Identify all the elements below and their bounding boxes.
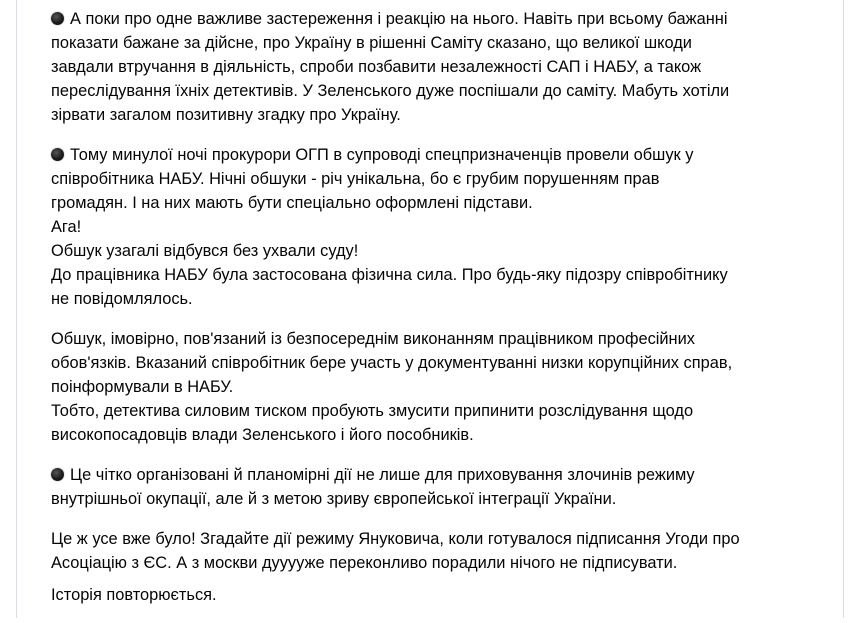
post-paragraph: Це ж усе вже було! Згадайте дії режиму Януковича, коли готувалося підписання Угоди про Асоціацію з ЄС. А з москви дууууже переконливо порадили нічого не підписувати. bbox=[51, 530, 740, 572]
black-circle-icon bbox=[51, 468, 64, 481]
post-paragraph: Обшук, імовірно, пов'язаний із безпосереднім виконанням працівником професійних обов'язків. Вказаний співробітник бере участь у документуванні низки корупційних справ, поінформували в НАБУ. Тобто, детектива силовим тиском пробують змусити припинити розслідування щодо високопосадовців влади Зеленського і його пособників. bbox=[51, 330, 733, 444]
post-body bbox=[51, 7, 850, 623]
black-circle-icon bbox=[51, 148, 64, 161]
post-paragraph: Це чітко організовані й планомірні дії не лише для приховування злочинів режиму внутрішньої окупації, але й з метою зриву європейської інтеграції України. bbox=[51, 466, 695, 508]
black-circle-icon bbox=[51, 12, 64, 25]
post-paragraph: Історія повторюється. bbox=[51, 586, 217, 604]
post-paragraph: А поки про одне важливе застереження і реакцію на нього. Навіть при всьому бажанні показати бажане за дійсне, про Україну в рішенні Саміту сказано, що великої шкоди завдали втручання в діяльність, спроби позбавити незалежності САП і НАБУ, а також переслідування їхніх детективів. У Зеленського дуже поспішали до саміту. Мабуть хотіли зірвати загалом позитивну згадку про Україну. bbox=[51, 10, 730, 124]
post-card bbox=[16, 0, 844, 618]
post-paragraph: Тому минулої ночі прокурори ОГП в супроводі спецпризначенців провели обшук у співробітника НАБУ. Нічні обшуки - річ унікальна, бо є грубим порушенням прав громадян. І на них мають бути спеціально оформлені підстави. Ага! Обшук узагалі відбувся без ухвали суду! До працівника НАБУ була застосована фізична сила. Про будь-яку підозру співробітнику не повідомлялось. bbox=[51, 146, 728, 308]
